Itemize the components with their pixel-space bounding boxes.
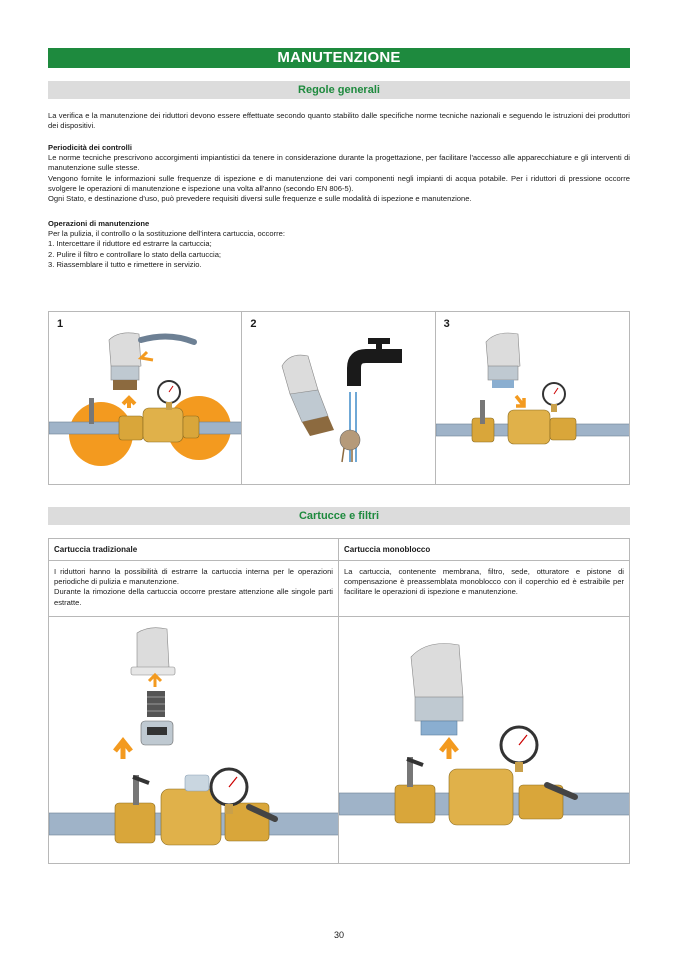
periodicity-paragraph-2: Vengono fornite le informazioni sulle frequenze di ispezione e di manutenzione dei vari componenti negli impianti di acqua potabile. Per i riduttori di pressione occorre svolgere le operazioni di manutenzione e ispezione una volta all'anno (secondo EN 806-5). — [48, 173, 630, 193]
traditional-cartridge-paragraph-2: Durante la rimozione della cartuccia occorre prestare attenzione alle singole parti estratte. — [54, 587, 333, 607]
monobloc-cartridge-image-cell — [339, 617, 629, 863]
periodicity-paragraph-3: Ogni Stato, e destinazione d'uso, può prevedere requisiti diversi sulle frequenze e sulle modalità di ispezione e manutenzione. — [48, 194, 472, 204]
step-panel-1 — [49, 312, 242, 484]
operations-item-2: 2. Pulire il filtro e controllare lo stato della cartuccia; — [48, 249, 222, 259]
page-number: 30 — [333, 930, 344, 940]
operations-item-3: 3. Riassemblare il tutto e rimettere in servizio. — [48, 259, 202, 269]
monobloc-cartridge-heading: Cartuccia monoblocco — [344, 545, 431, 554]
step-number-2: 2 — [250, 318, 257, 330]
periodicity-heading: Periodicità dei controlli — [48, 143, 132, 152]
intro-paragraph: La verifica e la manutenzione dei riduttori devono essere effettuate secondo quanto stabilito dalle specifiche norme tecniche nazionali e seguendo le istruzioni dei produttori dei dispositivi. — [48, 111, 630, 131]
traditional-cartridge-image-cell — [49, 617, 339, 863]
page-title: MANUTENZIONE — [48, 48, 630, 68]
intro-text — [48, 111, 630, 131]
section-header-general-rules: Regole generali — [48, 81, 630, 99]
cartridges-table-description-row — [49, 561, 629, 617]
section-header-cartridges: Cartucce e filtri — [48, 507, 630, 525]
step-panel-2 — [242, 312, 435, 484]
traditional-cartridge-paragraph-1: I riduttori hanno la possibilità di estrarre la cartuccia interna per le operazioni periodiche di pulizia e manutenzione. — [54, 567, 333, 587]
operations-item-1: 1. Intercettare il riduttore ed estrarre la cartuccia; — [48, 239, 212, 249]
traditional-cartridge-illustration — [49, 617, 339, 863]
step-number-3: 3 — [443, 318, 450, 330]
cartridges-table-header-row — [49, 539, 629, 561]
traditional-cartridge-description — [49, 561, 339, 616]
monobloc-cartridge-paragraph-1: La cartuccia, contenente membrana, filtro, sede, otturatore e pistone di compensazione è preassemblata monoblocco con il coperchio ed è estraibile per facilitare le operazioni di ispezione e manutenzione. — [344, 567, 624, 597]
cartridges-table — [48, 538, 630, 864]
step-3-illustration — [436, 312, 629, 484]
periodicity-paragraph-1: Le norme tecniche prescrivono accorgimenti impiantistici da tenere in considerazione durante la progettazione, per facilitare l'accesso alle apparecchiature e gli interventi di manutenzione sulle stesse. — [48, 153, 630, 173]
step-2-illustration — [242, 312, 435, 484]
cartridges-table-image-row — [49, 617, 629, 863]
traditional-cartridge-heading: Cartuccia tradizionale — [49, 539, 339, 560]
monobloc-cartridge-description — [339, 561, 629, 616]
operations-heading: Operazioni di manutenzione — [48, 219, 150, 228]
periodicity-block — [48, 143, 630, 204]
operations-intro: Per la pulizia, il controllo o la sostituzione dell'intera cartuccia, occorre: — [48, 229, 285, 239]
maintenance-steps-panel — [48, 311, 630, 485]
step-1-illustration — [49, 312, 242, 484]
operations-block — [48, 219, 630, 270]
step-panel-3 — [436, 312, 629, 484]
monobloc-cartridge-illustration — [339, 617, 629, 863]
step-number-1: 1 — [57, 318, 64, 330]
